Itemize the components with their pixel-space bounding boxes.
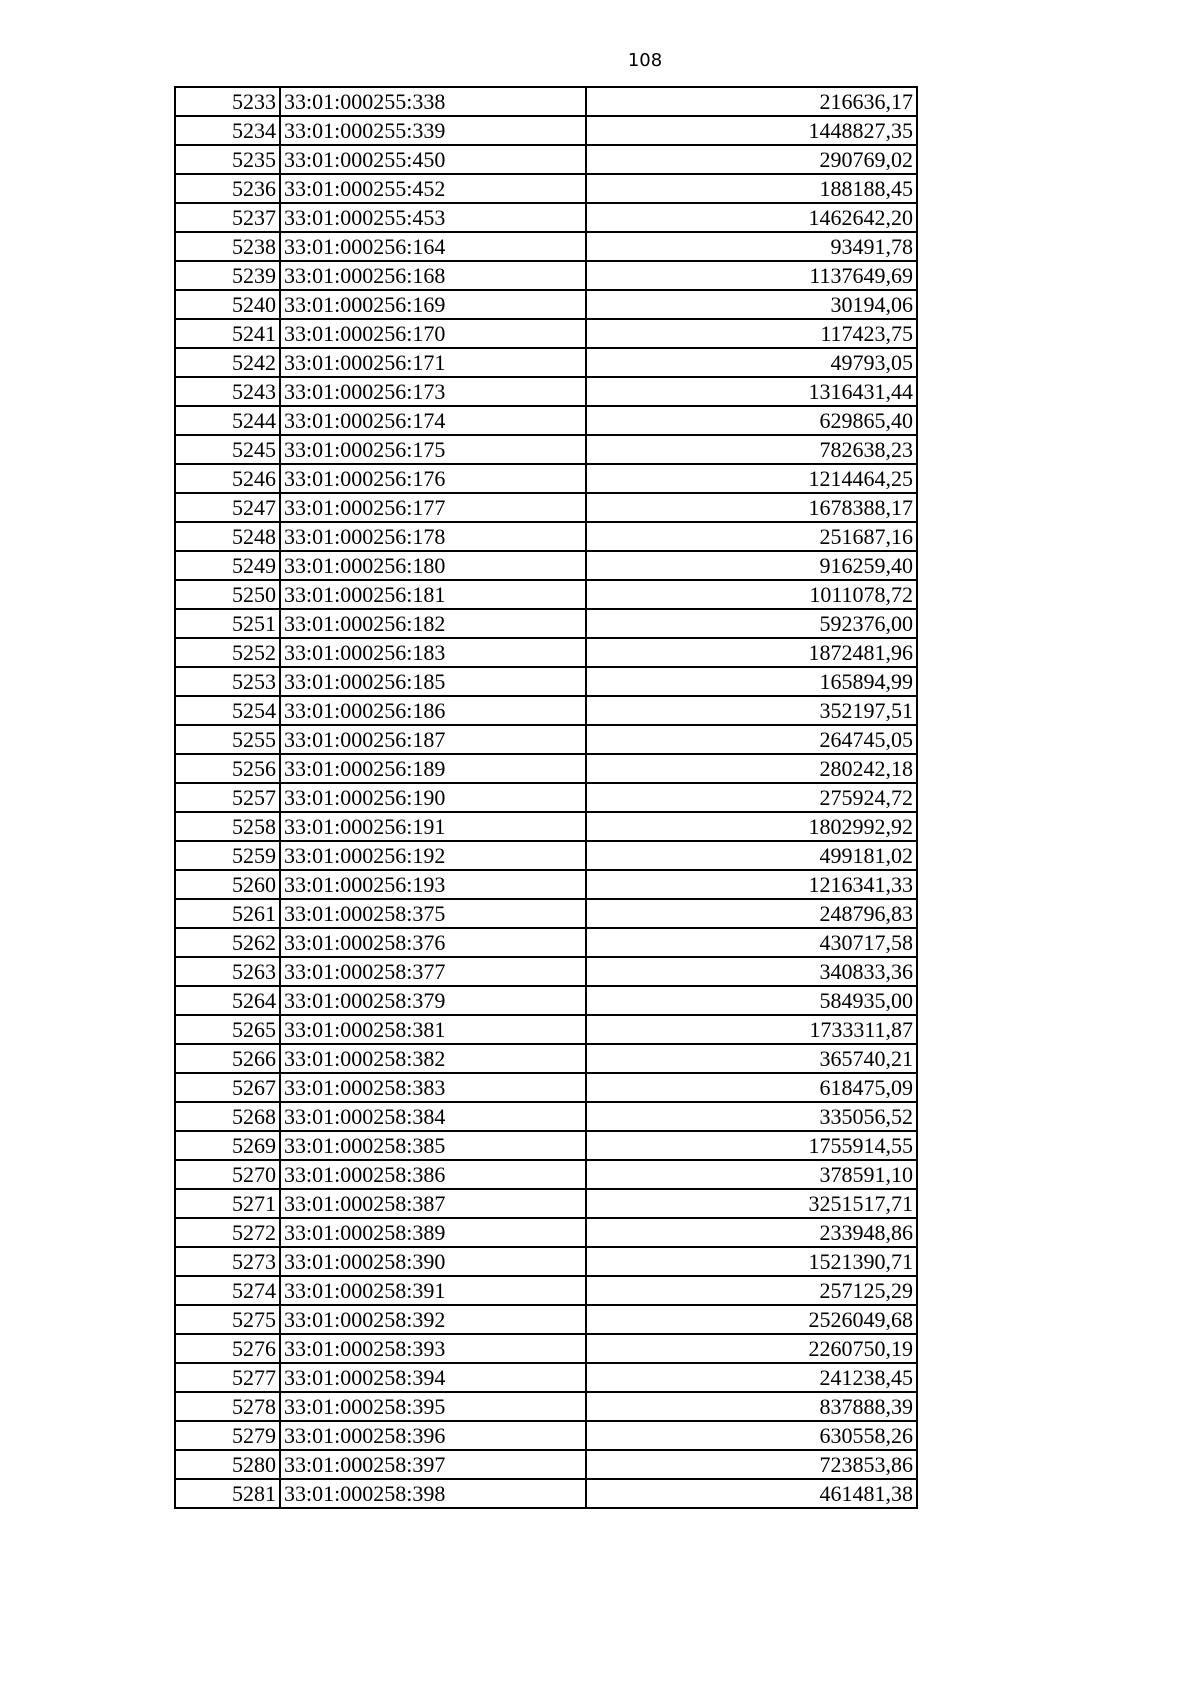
cadastral-value-cell: 430717,58 [586,928,917,957]
row-number-cell: 5267 [175,1073,280,1102]
cadastral-value-cell: 93491,78 [586,232,917,261]
row-number-cell: 5237 [175,203,280,232]
table-row [175,319,917,348]
table-row [175,1334,917,1363]
row-number-cell: 5236 [175,174,280,203]
table-row [175,870,917,899]
row-number-cell: 5256 [175,754,280,783]
cadastral-value-cell: 1011078,72 [586,580,917,609]
table-row [175,1160,917,1189]
cadastral-value-cell: 248796,83 [586,899,917,928]
row-number-cell: 5244 [175,406,280,435]
cadastral-value-cell: 584935,00 [586,986,917,1015]
cadastral-value-cell: 2526049,68 [586,1305,917,1334]
cadastral-number-cell: 33:01:000256:190 [280,783,586,812]
table-row [175,406,917,435]
row-number-cell: 5233 [175,87,280,116]
table-row [175,1131,917,1160]
cadastral-value-cell: 782638,23 [586,435,917,464]
cadastral-number-cell: 33:01:000255:339 [280,116,586,145]
table-row [175,580,917,609]
table-row [175,87,917,116]
row-number-cell: 5280 [175,1450,280,1479]
cadastral-value-cell: 630558,26 [586,1421,917,1450]
row-number-cell: 5235 [175,145,280,174]
table-row [175,145,917,174]
cadastral-number-cell: 33:01:000256:191 [280,812,586,841]
table-row [175,1073,917,1102]
table-row [175,638,917,667]
cadastral-number-cell: 33:01:000256:173 [280,377,586,406]
row-number-cell: 5255 [175,725,280,754]
cadastral-value-cell: 3251517,71 [586,1189,917,1218]
cadastral-number-cell: 33:01:000255:452 [280,174,586,203]
row-number-cell: 5246 [175,464,280,493]
row-number-cell: 5274 [175,1276,280,1305]
table-row [175,754,917,783]
cadastral-value-table [174,86,918,1509]
row-number-cell: 5264 [175,986,280,1015]
table-row [175,841,917,870]
cadastral-value-cell: 629865,40 [586,406,917,435]
cadastral-number-cell: 33:01:000258:389 [280,1218,586,1247]
table-row [175,1305,917,1334]
cadastral-number-cell: 33:01:000256:189 [280,754,586,783]
row-number-cell: 5254 [175,696,280,725]
cadastral-value-cell: 1802992,92 [586,812,917,841]
table-row [175,812,917,841]
table-row [175,464,917,493]
cadastral-number-cell: 33:01:000256:171 [280,348,586,377]
cadastral-number-cell: 33:01:000256:168 [280,261,586,290]
cadastral-value-cell: 275924,72 [586,783,917,812]
row-number-cell: 5277 [175,1363,280,1392]
table-row [175,551,917,580]
table-row [175,783,917,812]
cadastral-number-cell: 33:01:000256:170 [280,319,586,348]
row-number-cell: 5257 [175,783,280,812]
cadastral-number-cell: 33:01:000256:176 [280,464,586,493]
table-row [175,232,917,261]
cadastral-number-cell: 33:01:000256:175 [280,435,586,464]
cadastral-value-cell: 2260750,19 [586,1334,917,1363]
table-row [175,667,917,696]
row-number-cell: 5270 [175,1160,280,1189]
cadastral-number-cell: 33:01:000258:390 [280,1247,586,1276]
table-row [175,377,917,406]
row-number-cell: 5269 [175,1131,280,1160]
cadastral-value-cell: 1216341,33 [586,870,917,899]
row-number-cell: 5263 [175,957,280,986]
table-row [175,1102,917,1131]
cadastral-number-cell: 33:01:000258:381 [280,1015,586,1044]
cadastral-value-cell: 1462642,20 [586,203,917,232]
row-number-cell: 5239 [175,261,280,290]
cadastral-value-cell: 1733311,87 [586,1015,917,1044]
cadastral-value-cell: 1872481,96 [586,638,917,667]
cadastral-value-cell: 499181,02 [586,841,917,870]
cadastral-value-cell: 117423,75 [586,319,917,348]
cadastral-value-cell: 165894,99 [586,667,917,696]
cadastral-number-cell: 33:01:000256:186 [280,696,586,725]
cadastral-number-cell: 33:01:000258:375 [280,899,586,928]
row-number-cell: 5272 [175,1218,280,1247]
cadastral-number-cell: 33:01:000256:169 [280,290,586,319]
table-row [175,1479,917,1508]
row-number-cell: 5243 [175,377,280,406]
table-row [175,957,917,986]
table-row [175,493,917,522]
cadastral-number-cell: 33:01:000258:387 [280,1189,586,1218]
table-row [175,696,917,725]
cadastral-value-cell: 233948,86 [586,1218,917,1247]
table-row [175,435,917,464]
cadastral-value-cell: 352197,51 [586,696,917,725]
cadastral-value-cell: 251687,16 [586,522,917,551]
row-number-cell: 5241 [175,319,280,348]
cadastral-value-cell: 916259,40 [586,551,917,580]
cadastral-number-cell: 33:01:000258:393 [280,1334,586,1363]
cadastral-value-cell: 378591,10 [586,1160,917,1189]
cadastral-number-cell: 33:01:000258:392 [280,1305,586,1334]
cadastral-number-cell: 33:01:000256:193 [280,870,586,899]
cadastral-number-cell: 33:01:000258:395 [280,1392,586,1421]
cadastral-number-cell: 33:01:000256:181 [280,580,586,609]
cadastral-number-cell: 33:01:000256:182 [280,609,586,638]
row-number-cell: 5260 [175,870,280,899]
table-row [175,1247,917,1276]
page-number: 108 [627,50,663,71]
row-number-cell: 5249 [175,551,280,580]
table-row [175,1363,917,1392]
cadastral-number-cell: 33:01:000258:385 [280,1131,586,1160]
row-number-cell: 5262 [175,928,280,957]
table-row [175,1450,917,1479]
cadastral-number-cell: 33:01:000258:379 [280,986,586,1015]
cadastral-value-cell: 618475,09 [586,1073,917,1102]
table-row [175,116,917,145]
table-row [175,609,917,638]
row-number-cell: 5240 [175,290,280,319]
cadastral-value-cell: 1521390,71 [586,1247,917,1276]
cadastral-value-cell: 290769,02 [586,145,917,174]
row-number-cell: 5265 [175,1015,280,1044]
row-number-cell: 5252 [175,638,280,667]
cadastral-value-cell: 592376,00 [586,609,917,638]
cadastral-value-cell: 264745,05 [586,725,917,754]
row-number-cell: 5245 [175,435,280,464]
row-number-cell: 5247 [175,493,280,522]
cadastral-number-cell: 33:01:000255:450 [280,145,586,174]
cadastral-value-cell: 837888,39 [586,1392,917,1421]
cadastral-number-cell: 33:01:000258:386 [280,1160,586,1189]
table-row [175,290,917,319]
cadastral-value-cell: 49793,05 [586,348,917,377]
table-row [175,1218,917,1247]
cadastral-number-cell: 33:01:000256:174 [280,406,586,435]
table-row [175,522,917,551]
row-number-cell: 5259 [175,841,280,870]
table-row [175,986,917,1015]
table-row [175,1276,917,1305]
table-row [175,1421,917,1450]
row-number-cell: 5275 [175,1305,280,1334]
cadastral-number-cell: 33:01:000256:187 [280,725,586,754]
row-number-cell: 5266 [175,1044,280,1073]
cadastral-value-cell: 1678388,17 [586,493,917,522]
table-row [175,1044,917,1073]
row-number-cell: 5234 [175,116,280,145]
row-number-cell: 5281 [175,1479,280,1508]
table-row [175,1189,917,1218]
row-number-cell: 5258 [175,812,280,841]
cadastral-number-cell: 33:01:000258:391 [280,1276,586,1305]
table-row [175,1015,917,1044]
cadastral-value-cell: 365740,21 [586,1044,917,1073]
row-number-cell: 5242 [175,348,280,377]
cadastral-number-cell: 33:01:000258:394 [280,1363,586,1392]
table-row [175,203,917,232]
cadastral-value-cell: 461481,38 [586,1479,917,1508]
table-row [175,899,917,928]
cadastral-value-cell: 1755914,55 [586,1131,917,1160]
table-row [175,261,917,290]
cadastral-number-cell: 33:01:000258:396 [280,1421,586,1450]
cadastral-number-cell: 33:01:000258:397 [280,1450,586,1479]
cadastral-number-cell: 33:01:000258:384 [280,1102,586,1131]
cadastral-number-cell: 33:01:000256:183 [280,638,586,667]
row-number-cell: 5271 [175,1189,280,1218]
cadastral-value-cell: 30194,06 [586,290,917,319]
cadastral-number-cell: 33:01:000256:180 [280,551,586,580]
row-number-cell: 5279 [175,1421,280,1450]
row-number-cell: 5273 [175,1247,280,1276]
cadastral-number-cell: 33:01:000258:383 [280,1073,586,1102]
table-row [175,1392,917,1421]
cadastral-value-cell: 257125,29 [586,1276,917,1305]
cadastral-value-cell: 1137649,69 [586,261,917,290]
cadastral-value-cell: 216636,17 [586,87,917,116]
cadastral-number-cell: 33:01:000258:382 [280,1044,586,1073]
row-number-cell: 5276 [175,1334,280,1363]
cadastral-value-cell: 280242,18 [586,754,917,783]
cadastral-value-cell: 340833,36 [586,957,917,986]
cadastral-value-cell: 1214464,25 [586,464,917,493]
cadastral-value-cell: 188188,45 [586,174,917,203]
cadastral-value-cell: 241238,45 [586,1363,917,1392]
row-number-cell: 5278 [175,1392,280,1421]
table-row [175,348,917,377]
cadastral-number-cell: 33:01:000256:192 [280,841,586,870]
cadastral-value-cell: 1316431,44 [586,377,917,406]
row-number-cell: 5251 [175,609,280,638]
cadastral-number-cell: 33:01:000258:398 [280,1479,586,1508]
row-number-cell: 5250 [175,580,280,609]
row-number-cell: 5253 [175,667,280,696]
row-number-cell: 5248 [175,522,280,551]
cadastral-number-cell: 33:01:000256:177 [280,493,586,522]
row-number-cell: 5268 [175,1102,280,1131]
cadastral-number-cell: 33:01:000256:185 [280,667,586,696]
row-number-cell: 5238 [175,232,280,261]
table-row [175,928,917,957]
cadastral-value-cell: 723853,86 [586,1450,917,1479]
table-row [175,174,917,203]
cadastral-value-cell: 1448827,35 [586,116,917,145]
table-body [175,87,917,1508]
cadastral-number-cell: 33:01:000258:376 [280,928,586,957]
row-number-cell: 5261 [175,899,280,928]
cadastral-number-cell: 33:01:000258:377 [280,957,586,986]
cadastral-number-cell: 33:01:000255:453 [280,203,586,232]
cadastral-number-cell: 33:01:000256:178 [280,522,586,551]
cadastral-number-cell: 33:01:000255:338 [280,87,586,116]
cadastral-number-cell: 33:01:000256:164 [280,232,586,261]
table-row [175,725,917,754]
cadastral-value-cell: 335056,52 [586,1102,917,1131]
